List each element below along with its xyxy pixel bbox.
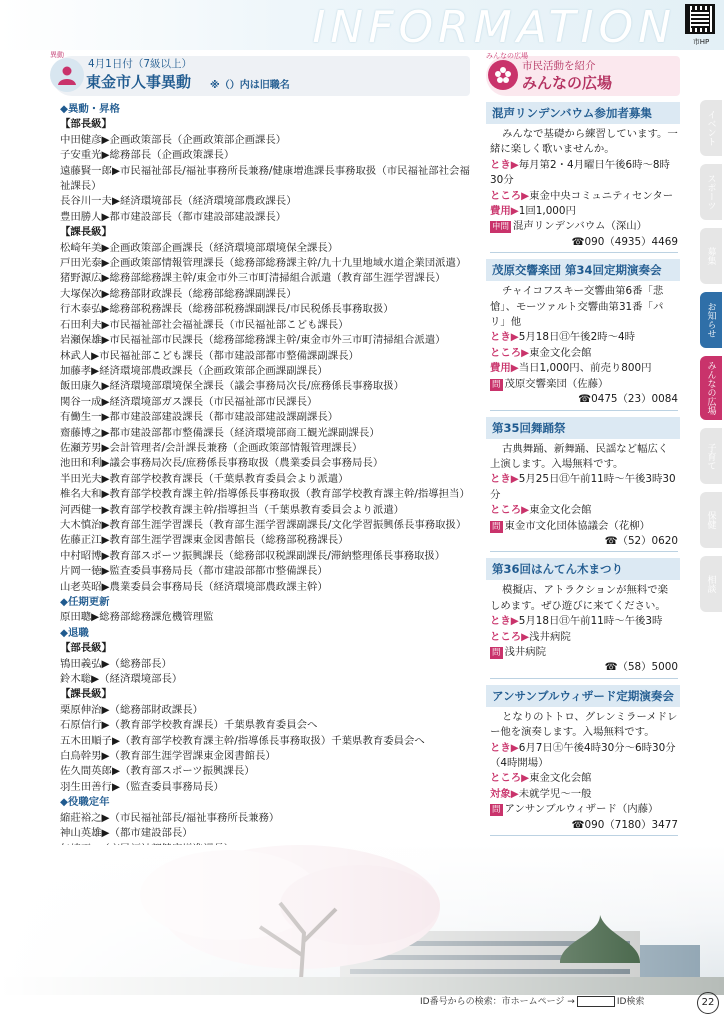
personnel-entry: 片岡一徳▶監査委員事務局長（都市建設部都市整備課長） [60,565,328,578]
personnel-entry: 長谷川一夫▶経済環境部長（経済環境部農政課長） [60,195,297,208]
event-card [486,685,680,836]
side-tab[interactable]: スポーツ [700,164,722,220]
personnel-entry: 石田利夫▶市民福祉部社会福祉課長（市民福祉部こども課長） [60,318,349,331]
event-description: チャイコフスキー交響曲第6番「悲愴」、モーツァルト交響曲第31番「パリ」他 [490,285,664,329]
personnel-entry: 林武人▶市民福祉部こども課長（都市建設部都市整備課副課長） [60,349,359,362]
detail-value: 浅井病院 [504,645,547,658]
detail-value: 東金文化会館 [529,772,592,785]
detail-key: ところ▶ [490,630,530,643]
side-tab[interactable]: お知らせ [700,292,722,348]
event-detail-row [490,645,678,660]
divider [490,410,678,411]
event-detail-row [490,377,678,392]
personnel-entry: 戸田光泰▶企画政策部情報管理課長（総務部総務課主幹/九十九里地域水道企業団派遣） [60,257,467,270]
personnel-entry: 佐瀬芳男▶会計管理者/会計課長兼務（企画政策部情報管理課長） [60,441,363,454]
personnel-entry: 中田健彦▶企画政策部長（企画政策部企画課長） [60,133,287,146]
detail-key: 問 [492,521,501,532]
detail-value: 浅井病院 [529,630,571,643]
event-phone[interactable]: ☎（52）0620 [604,534,678,547]
event-detail-row [490,614,678,629]
personnel-entry: 大木慎治▶教育部生涯学習課長（教育部生涯学習課副課長/文化学習振興係長事務取扱） [60,518,467,531]
event-detail-row [490,741,678,772]
detail-value: 混声リンデンバウム（深山） [513,220,648,233]
detail-key: とき▶ [490,158,519,171]
personnel-note: ※（）内は旧職名 [210,80,290,91]
detail-value: 6月7日㊏午後4時30分～6時30分（4時開場） [490,741,676,769]
detail-value: 東金文化会館 [529,504,592,517]
event-detail-row [490,787,678,802]
divider [490,551,678,552]
personnel-entry: 河西健一▶教育部学校教育課主幹/指導担当（千葉県教育委員会より派遣） [60,503,404,516]
detail-value: 東金文化会館 [529,346,592,359]
event-phone[interactable]: ☎090（4935）4469 [571,235,678,248]
community-title: みんなの広場 [522,74,613,92]
detail-key: 問 [492,379,501,390]
person-icon [50,58,84,92]
detail-key: 問 [492,805,501,816]
personnel-title-box [50,51,470,96]
personnel-entry: 行木泰弘▶総務部税務課長（総務部税務課副課長/市民税係長事務取扱） [60,303,394,316]
community-title-box [486,52,680,96]
personnel-entry: 神山英雄▶（都市建設部長） [60,827,193,840]
personnel-entry: 佐藤正江▶教育部生涯学習課東金図書館長（総務部税務課長） [60,534,349,547]
event-description: 古典舞踊、新舞踊、民謡など幅広く上演します。入場無料です。 [490,442,669,470]
personnel-entry: 齋藤博之▶都市建設部都市整備課長（経済環境部商工観光課副課長） [60,426,380,439]
side-tab[interactable]: 相談 [700,556,722,612]
event-description: みんなで基礎から練習しています。一緒に楽しく歌いませんか。 [490,128,678,156]
detail-key: ところ▶ [490,346,530,359]
section-heading: ◆退職 [60,626,89,639]
side-tabs [700,100,724,620]
detail-value: 5月18日㊐午後2時～4時 [518,331,635,344]
personnel-entry: 佐久間英郎▶（教育部スポーツ振興課長） [60,765,255,778]
event-detail-row [490,189,678,204]
qr-label: 市HP [692,38,710,46]
section-heading: ◆異動・昇格 [60,103,120,115]
detail-key: ところ▶ [490,189,530,202]
id-box[interactable] [577,996,615,1007]
event-phone[interactable]: ☎0475（23）0084 [578,393,678,406]
event-title: 第36回はんてん木まつり [486,558,680,580]
event-detail-row [490,630,678,645]
event-description: となりのトトロ、グレンミラーメドレー他を演奏します。入場無料です。 [490,710,678,739]
section-heading: ◆役職定年 [60,796,110,809]
detail-key: とき▶ [490,473,519,486]
event-detail-row [490,330,678,345]
detail-value: 5月18日㊐午前11時～午後3時 [518,615,663,628]
footer-text: ID番号からの検索：市ホームページ → [420,997,575,1007]
personnel-entry: 原田聰▶総務部総務課危機管理監 [60,611,214,624]
personnel-entry: 加藤孝▶経済環境部農政課長（企画政策部企画課副課長） [60,364,328,377]
personnel-entry: 縮莊裕之▶（市民福祉部長/福祉事務所長兼務） [60,811,280,824]
personnel-entry: 羽生田善行▶（監査委員事務局長） [60,780,224,793]
event-card [486,102,680,253]
detail-key: 申問 [492,222,510,233]
rank-heading: 【課長級】 [60,226,112,239]
section-heading: ◆任期更新 [60,596,110,608]
footer-id-search [420,994,644,1007]
event-title: 混声リンデンバウム参加者募集 [486,102,680,124]
personnel-list [60,102,470,903]
divider [490,835,678,836]
event-detail-row [490,204,678,219]
divider [490,678,678,679]
event-card [486,558,680,678]
personnel-entry: 石原信行▶（教育部学校教育課長）千葉県教育委員会へ [60,719,318,732]
community-subtitle: 市民活動を紹介 [522,60,596,72]
personnel-tag: 異動 [50,51,64,59]
event-detail-row [490,472,678,503]
detail-value: 茂原交響楽団（佐藤） [504,377,609,390]
personnel-entry: 有働生一▶都市建設部建設課長（都市建設部建設課副課長） [60,411,339,424]
personnel-entry: 岩瀬保雄▶市民福祉部市民課長（総務部総務課主幹/東金市外三市町清掃組合派遣） [60,334,446,347]
detail-value: 1回1,000円 [518,205,576,218]
detail-value: 東金市文化団体協議会（花柳） [504,519,650,532]
event-detail-row [490,519,678,534]
event-title: 第35回舞踊祭 [486,417,680,439]
rank-heading: 【部長級】 [60,642,112,655]
personnel-entry: 栗原伸治▶（総務部財政課長） [60,703,204,716]
personnel-entry: 五木田順子▶（教育部学校教育課主幹/指導係長事務取扱）千葉県教育委員会へ [60,734,425,747]
personnel-entry: 遠藤賢一郎▶市民福祉部長/福祉事務所長兼務/健康增進課長事務取扱（市民福祉部社会福祉課長） [60,164,470,193]
detail-key: 対象▶ [490,787,519,800]
detail-key: ところ▶ [490,772,530,785]
detail-key: とき▶ [490,331,519,344]
personnel-entry: 中村昭博▶教育部スポーツ振興課長（総務部収税課副課長/滞納整理係長事務取扱） [60,549,446,562]
personnel-entry: 半田光夫▶教育部学校教育課長（千葉県教育委員会より派遣） [60,472,349,485]
detail-key: 費用▶ [490,362,519,375]
event-card [486,259,680,410]
flower-icon [488,60,518,90]
section-header: INFORMATION [312,2,676,53]
detail-key: とき▶ [490,615,519,628]
detail-value: 当日1,000円、前売り800円 [518,362,652,375]
personnel-entry: 白鳥幹男▶（教育部生涯学習課東金図書館長） [60,750,276,763]
detail-value: 東金中央コミュニティセンター [529,189,674,202]
event-detail-row [490,219,678,234]
detail-value: 5月25日㊐午前11時～午後3時30分 [490,473,676,501]
personnel-entry: 鴇田義弘▶（総務部長） [60,657,172,670]
detail-value: 未就学児～一般 [518,787,592,800]
personnel-entry: 豊田勝人▶都市建設部長（都市建設部建設課長） [60,210,287,223]
side-tab[interactable]: イベント [700,100,722,156]
id-search-label[interactable]: ID検索 [616,997,645,1007]
event-title: アンサンブルウィザード定期演奏会 [486,685,680,707]
personnel-entry: 池田和利▶議会事務局次長/庶務係長事務取扱（農業委員会事務局長） [60,457,384,470]
community-section [486,52,680,836]
event-detail-row [490,158,678,189]
side-tab[interactable]: 子育て [700,428,722,484]
event-detail-row [490,503,678,518]
personnel-title: 東金市人事異動 [86,73,192,91]
event-phone[interactable]: ☎090（7180）3477 [571,818,678,831]
event-detail-row [490,802,678,817]
personnel-entry: 猪野源広▶総務部総務課主幹/東金市外三市町清掃組合派遣（教育部生涯学習課長） [60,272,446,285]
detail-key: 問 [492,647,501,658]
side-tab[interactable]: みんなの広場 [700,356,722,420]
detail-key: ところ▶ [490,504,530,517]
page-number: 22 [697,992,719,1014]
event-card [486,417,680,553]
event-title: 茂原交響楽団 第34回定期演奏会 [486,259,680,281]
personnel-entry: 鈴木聡▶（経済環境部長） [60,673,183,686]
rank-heading: 【部長級】 [60,118,112,131]
qr-code-icon[interactable] [685,4,715,34]
event-detail-row [490,346,678,361]
personnel-entry: 大塚保次▶総務部財政課長（総務部総務課副課長） [60,287,297,300]
detail-key: 費用▶ [490,205,519,218]
personnel-entry: 椎名大和▶教育部学校教育課主幹/指導係長事務取扱（教育部学校教育課主幹/指導担当） [60,488,470,501]
personnel-section [50,51,470,903]
side-tab[interactable]: 保健 [700,492,722,548]
event-detail-row [490,361,678,376]
event-list [486,102,680,836]
personnel-date: 4月1日付（7級以上） [88,58,193,70]
personnel-entry: 飯田康久▶経済環境部環境保全課長（議会事務局次長/庶務係長事務取扱） [60,380,404,393]
city-hall-photo [0,845,724,995]
detail-key: とき▶ [490,741,519,754]
side-tab[interactable]: 募集 [700,228,722,284]
event-phone[interactable]: ☎（58）5000 [604,661,678,674]
personnel-entry: 松崎年美▶企画政策部企画課長（経済環境部環境保全課長） [60,241,339,254]
personnel-entry: 関谷一成▶経済環境部ガス課長（市民福祉部市民課長） [60,395,318,408]
event-detail-row [490,771,678,786]
personnel-entry: 山老英昭▶農業委員会事務局長（経済環境部農政課主幹） [60,580,328,593]
divider [490,252,678,253]
personnel-entry: 子安重光▶総務部長（企画政策課長） [60,149,235,162]
rank-heading: 【課長級】 [60,688,112,701]
event-description: 模擬店、アトラクションが無料で楽しめます。ぜひ遊びに来てください。 [490,584,669,612]
detail-value: アンサンブルウィザード（内藤） [504,803,659,816]
detail-value: 毎月第2・4月曜日午後6時～8時30分 [490,158,670,187]
community-tag: みんなの広場 [486,52,528,60]
